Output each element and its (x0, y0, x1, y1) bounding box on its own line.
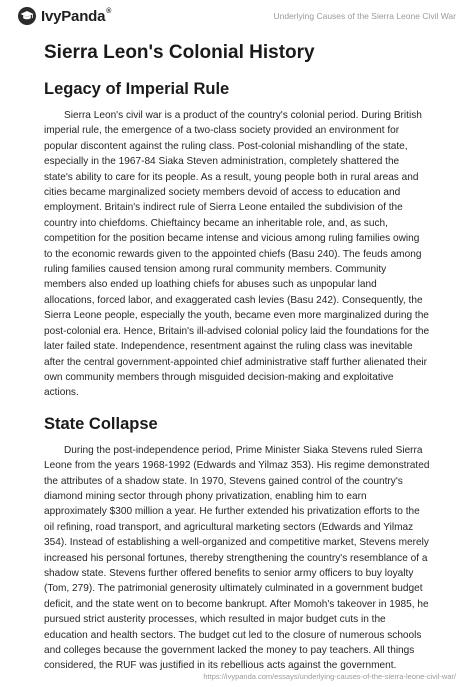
registered-mark: ® (106, 7, 112, 15)
header-document-title: Underlying Causes of the Sierra Leone Civil War (273, 11, 456, 21)
page-title: Sierra Leon's Colonial History (44, 42, 315, 63)
document-content (44, 40, 430, 674)
page-header (18, 0, 456, 32)
brand-name: IvyPanda® (41, 7, 112, 25)
graduation-cap-icon (18, 7, 36, 25)
section-paragraph-state-collapse: During the post-independence period, Prime Minister Siaka Stevens ruled Sierra Leone from the years 1968-1992 (Edwards and Yilmaz 353). His regime demonstrated the attributes of a shadow state. In 1970, Stevens gained control of the country's diamond mining sector through phony privatization, enabling him to earn approximately $300 million a year. He further extended his privatization efforts to the oil refining, road transport, and agricultural marketing sectors (Edwards and Yilmaz 354). Instead of establishing a well-organized and competitive market, Stevens merely increased his personal fortunes, thereby strengthening the country's resemblance of a shadow state. Stevens further offered benefits to senior army officers to buy loyalty (Tom, 279). The patrimonial generosity ultimately culminated in a government budget deficit, and the state went on to become bankrupt. After Momoh's takeover in 1985, he pursued strict austerity processes, which resulted in major budget cuts in the education and health sectors. The budget cut led to the closure of numerous schools and colleges because the government lacked the money to pay teachers. All things considered, the RUF was justified in its rebellious acts against the government. (44, 444, 430, 672)
brand-logo[interactable] (18, 7, 111, 25)
section-heading-legacy: Legacy of Imperial Rule (44, 80, 230, 98)
footer-source-url[interactable]: https://ivypanda.com/essays/underlying-causes-of-the-sierra-leone-civil-war/ (203, 672, 456, 681)
section-paragraph-legacy: Sierra Leon's civil war is a product of the country's colonial period. During British imperial rule, the emergence of a two-class society provided an environment for popular discontent against the ruling class. Post-colonial mishandling of the state, especially in the 1967-84 Siaka Steven administration, completely shattered the state's ability to care for its people. As a result, young people both in rural areas and cities became marginalized society members devoid of access to education and employment. Britain's indirect rule of Sierra Leone entailed the subdivision of the country into chiefdoms. Chieftaincy became an inheritable role, and, as such, competition for the position became intense and vicious among ruling families owing to the economic rewards given to the appointed chiefs (Basu 240). The feuds among ruling families caused tension among rural community members. Community members also ended up loathing chiefs for abuses such as unpopular land allocations, forced labor, and exaggerated cash levies (Basu 242). Consequently, the Sierra Leone people, especially the youth, became even more marginalized during the post-colonial era. Hence, Britain's ill-advised colonial policy laid the foundations for the later failed state. Independence, resentment against the ruling class was inevitable after the central government-appointed chief administrative staff further alienated their own community members through misguided decision-making and exploitative actions. (44, 110, 430, 399)
section-heading-state-collapse: State Collapse (44, 414, 158, 433)
